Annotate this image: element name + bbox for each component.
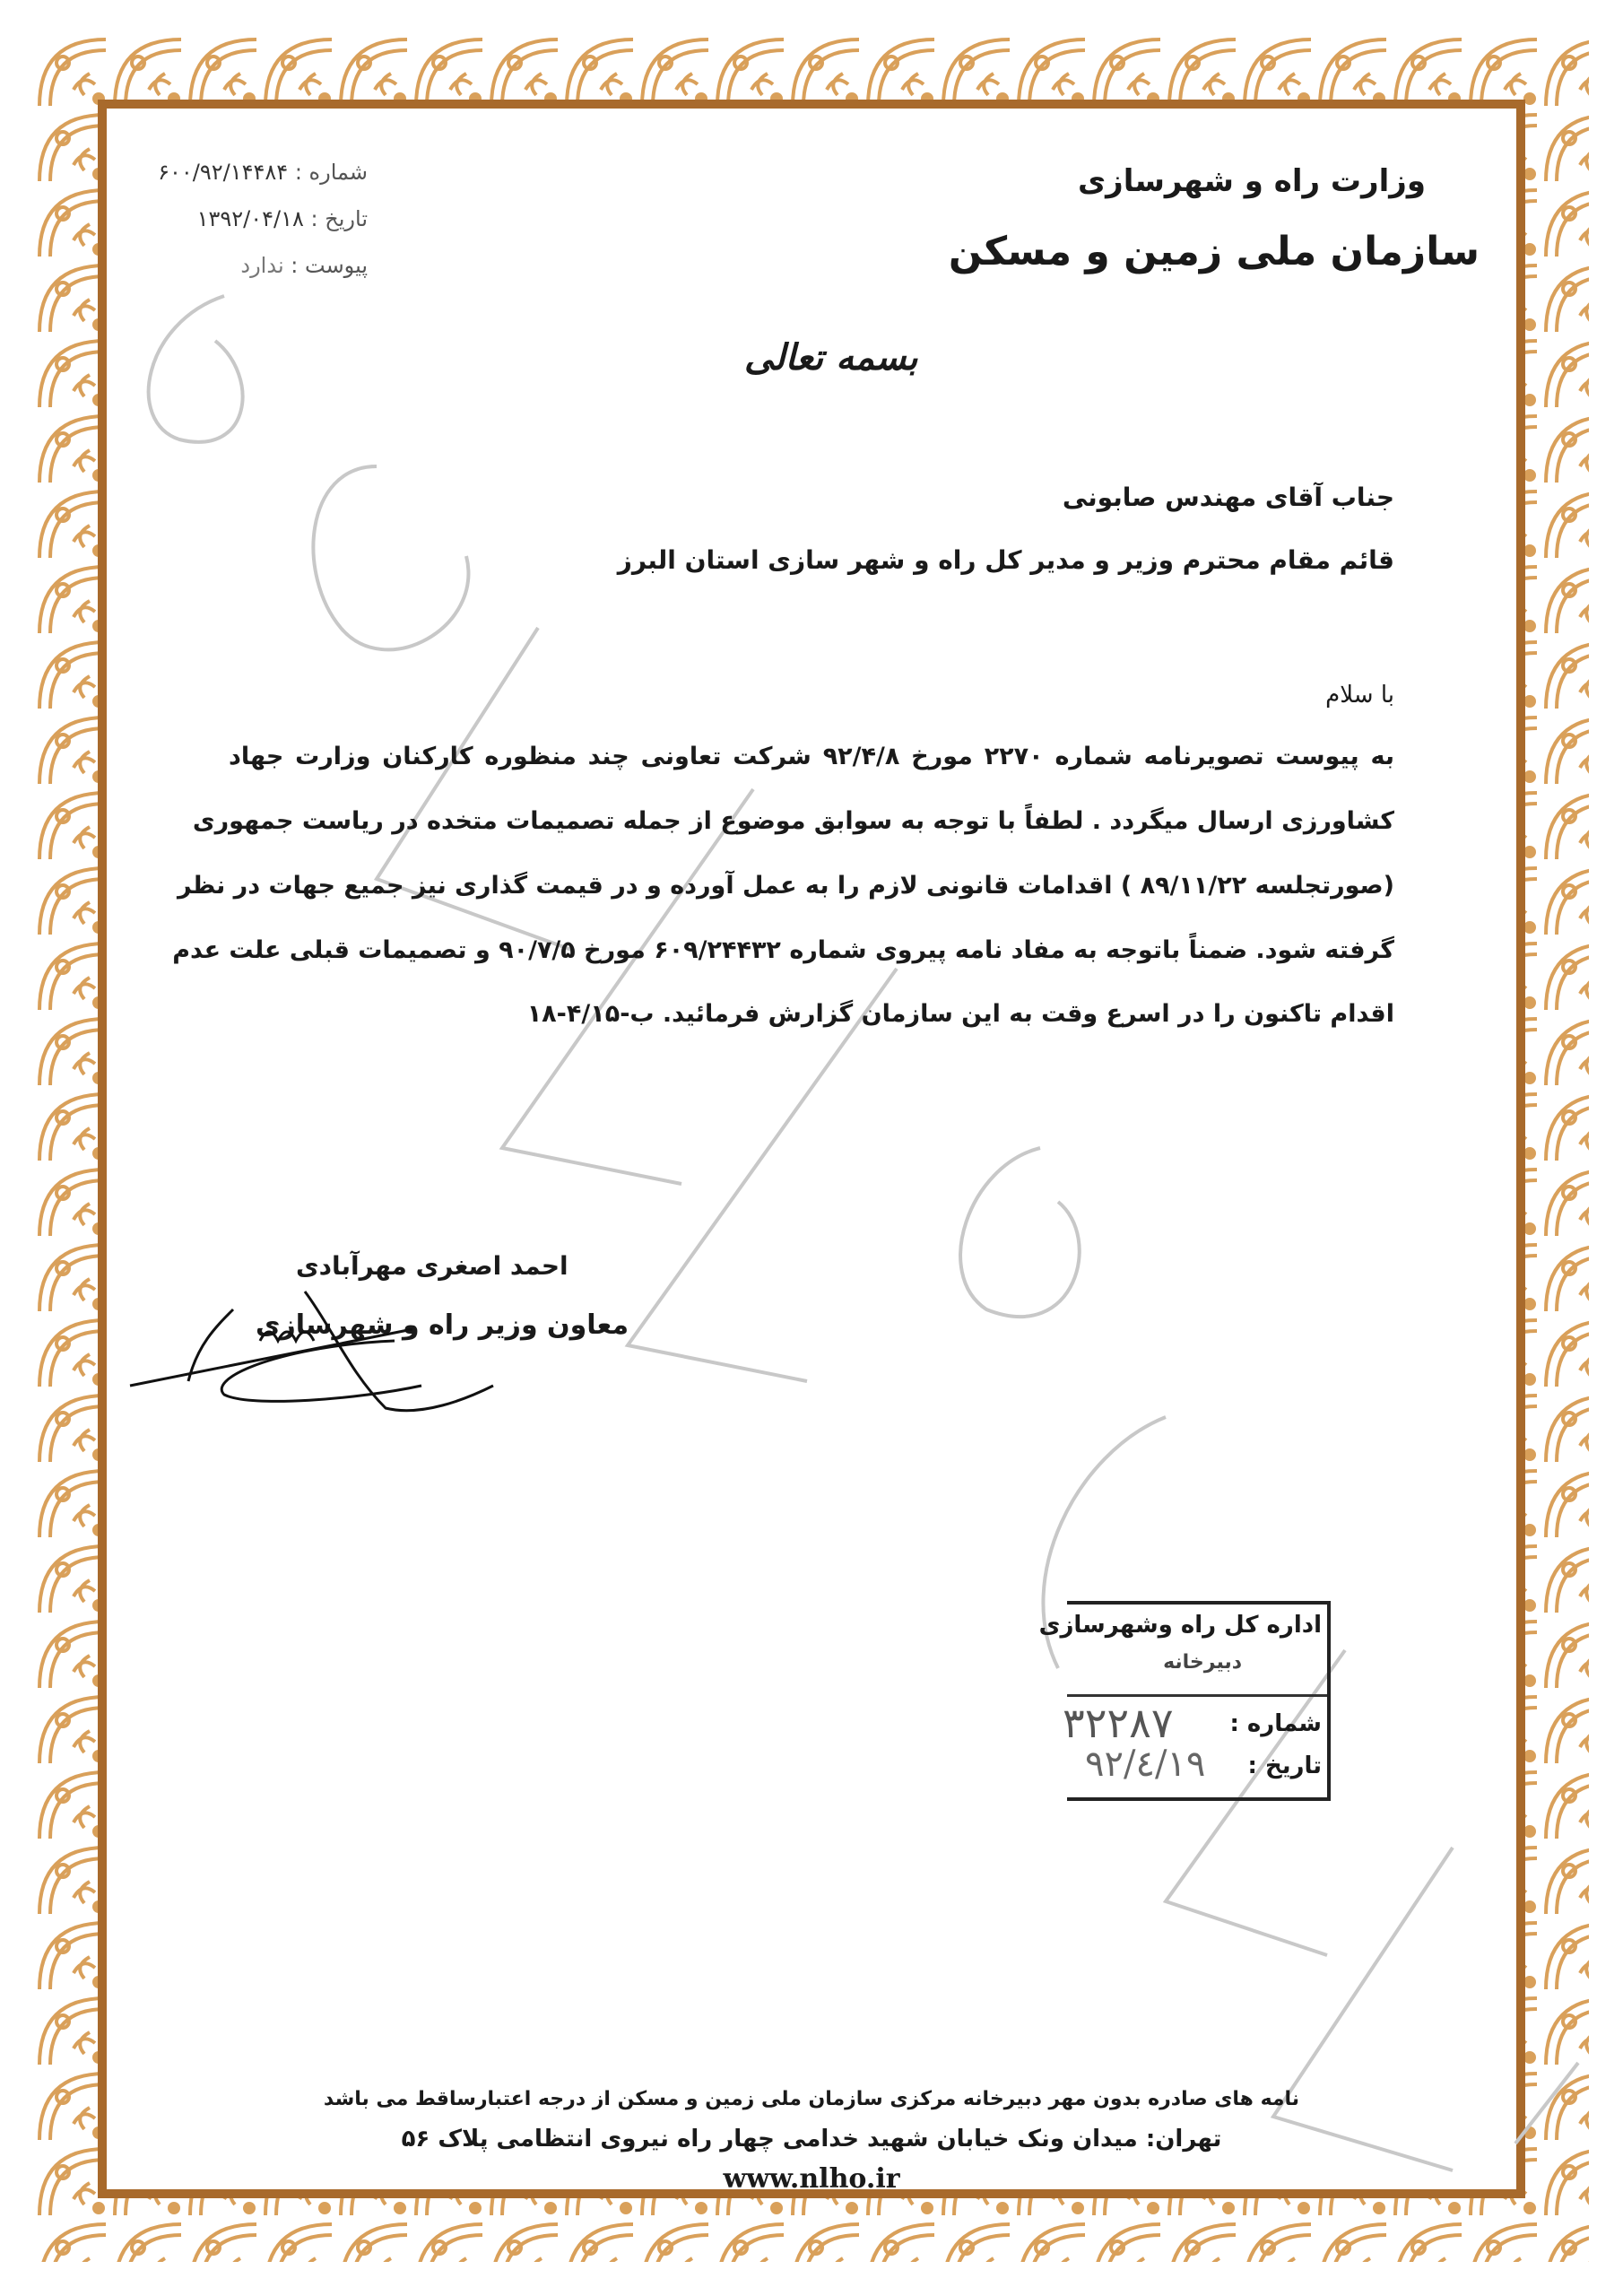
ministry-title: وزارت راه و شهرسازی: [1077, 163, 1426, 199]
stamp-number-label: شماره :: [1229, 1710, 1322, 1737]
body-line: کشاورزی ارسال میگردد . لطفاً با توجه به سوابق موضوع از جمله تصمیمات متخده در ریاست جمهوری: [192, 807, 1394, 835]
stamp-secretariat: دبیرخانه: [1163, 1651, 1242, 1674]
letter-attachment-label: پیوست :: [291, 253, 368, 278]
letter-date: [197, 206, 368, 231]
letter-number-value: ۶۰۰/۹۲/۱۴۴۸۴: [158, 160, 289, 185]
stamp-date-value: ۹۲/٤/۱۹: [1085, 1744, 1206, 1785]
footer-website[interactable]: www.nlho.ir: [723, 2163, 900, 2195]
signatory-position: معاون وزیر راه و شهرسازی: [256, 1309, 629, 1341]
letter-attachment: [240, 253, 368, 278]
letter-number-label: شماره :: [294, 160, 368, 185]
greeting: با سلام: [1325, 682, 1394, 709]
invocation: بسمه تعالی: [744, 336, 918, 378]
body-line: به پیوست تصویرنامه شماره ۲۲۷۰ مورخ ۹۲/۴/۸ شرکت تعاونی چند منظوره کارکنان وزارت جهاد: [229, 743, 1395, 770]
letter-number: [158, 160, 368, 185]
stamp-date-label: تاریخ :: [1247, 1752, 1322, 1779]
letter-date-label: تاریخ :: [310, 206, 368, 231]
letter-date-value: ۱۳۹۲/۰۴/۱۸: [196, 206, 304, 231]
recipient-title: قائم مقام محترم وزیر و مدیر کل راه و شهر سازی استان البرز: [617, 545, 1394, 575]
letter-attachment-value: ندارد: [240, 253, 284, 278]
body-line: اقدام تاکنون را در اسرع وقت به این سازمان گزارش فرمائید. ب-۴/۱۵-۱۸: [526, 1000, 1394, 1028]
organization-title: سازمان ملی زمین و مسکن: [948, 229, 1480, 274]
recipient-name: جناب آقای مهندس صابونی: [1062, 483, 1394, 512]
received-stamp: [1038, 1601, 1331, 1801]
footer-address: تهران: میدان ونک خیابان شهید خدامی چهار راه نیروی انتظامی پلاک ۵۶: [401, 2126, 1222, 2152]
body-line: گرفته شود. ضمناً باتوجه به مفاد نامه پیروی شماره ۶۰۹/۲۴۴۳۲ مورخ ۹۰/۷/۵ و تصمیمات قبلی علت عدم: [172, 936, 1394, 964]
footer-notice: نامه های صادره بدون مهر دبیرخانه مرکزی سازمان ملی زمین و مسکن از درجه اعتبارساقط می باشد: [323, 2088, 1300, 2110]
signatory-name: احمد اصغری مهرآبادی: [296, 1251, 568, 1281]
stamp-number-value: ۳۲۲۸۷: [1063, 1699, 1174, 1747]
handwritten-signature: [126, 1274, 502, 1417]
stamp-office: اداره کل راه وشهرسازی: [1038, 1612, 1322, 1639]
body-line: (صورتجلسه ۸۹/۱۱/۲۲ ) اقدامات قانونی لازم را به عمل آورده و در قیمت گذاری نیز جمیع جهات در نظر: [178, 872, 1394, 900]
